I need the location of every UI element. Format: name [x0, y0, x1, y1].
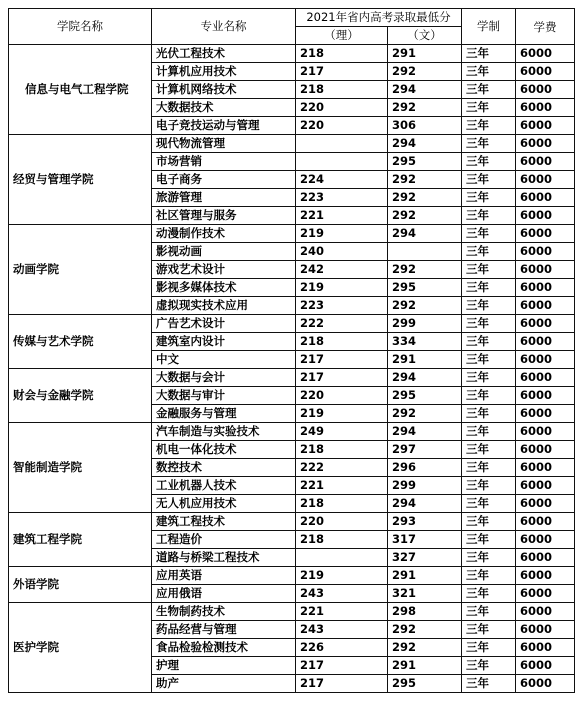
duration-cell: 三年 — [462, 225, 516, 243]
fee-cell: 6000 — [516, 603, 575, 621]
score-science: 224 — [296, 171, 388, 189]
duration-cell: 三年 — [462, 45, 516, 63]
score-science: 220 — [296, 387, 388, 405]
score-arts: 294 — [388, 369, 462, 387]
duration-cell: 三年 — [462, 171, 516, 189]
duration-cell: 三年 — [462, 531, 516, 549]
duration-cell: 三年 — [462, 297, 516, 315]
fee-cell: 6000 — [516, 585, 575, 603]
score-science: 221 — [296, 603, 388, 621]
duration-cell: 三年 — [462, 387, 516, 405]
fee-cell: 6000 — [516, 207, 575, 225]
major-name: 建筑室内设计 — [152, 333, 296, 351]
major-name: 建筑工程技术 — [152, 513, 296, 531]
fee-cell: 6000 — [516, 423, 575, 441]
major-name: 影视多媒体技术 — [152, 279, 296, 297]
major-name: 应用英语 — [152, 567, 296, 585]
header-fee: 学费 — [516, 9, 575, 45]
score-science: 219 — [296, 567, 388, 585]
fee-cell: 6000 — [516, 351, 575, 369]
score-science: 218 — [296, 81, 388, 99]
duration-cell: 三年 — [462, 459, 516, 477]
score-science: 249 — [296, 423, 388, 441]
college-name: 经贸与管理学院 — [9, 135, 152, 225]
score-arts: 294 — [388, 225, 462, 243]
score-science: 220 — [296, 117, 388, 135]
duration-cell: 三年 — [462, 135, 516, 153]
score-science: 223 — [296, 189, 388, 207]
duration-cell: 三年 — [462, 657, 516, 675]
fee-cell: 6000 — [516, 531, 575, 549]
duration-cell: 三年 — [462, 351, 516, 369]
major-name: 社区管理与服务 — [152, 207, 296, 225]
header-science: （理） — [296, 27, 388, 45]
fee-cell: 6000 — [516, 297, 575, 315]
score-arts: 292 — [388, 621, 462, 639]
duration-cell: 三年 — [462, 405, 516, 423]
fee-cell: 6000 — [516, 513, 575, 531]
score-arts: 291 — [388, 45, 462, 63]
table-row — [9, 423, 575, 441]
score-arts: 291 — [388, 567, 462, 585]
major-name: 助产 — [152, 675, 296, 693]
fee-cell: 6000 — [516, 153, 575, 171]
score-arts: 295 — [388, 153, 462, 171]
duration-cell: 三年 — [462, 675, 516, 693]
fee-cell: 6000 — [516, 243, 575, 261]
fee-cell: 6000 — [516, 369, 575, 387]
fee-cell: 6000 — [516, 567, 575, 585]
college-name: 财会与金融学院 — [9, 369, 152, 423]
score-arts: 295 — [388, 387, 462, 405]
fee-cell: 6000 — [516, 333, 575, 351]
score-science: 217 — [296, 657, 388, 675]
college-name: 建筑工程学院 — [9, 513, 152, 567]
major-name: 电子竞技运动与管理 — [152, 117, 296, 135]
score-science: 222 — [296, 315, 388, 333]
score-arts: 292 — [388, 99, 462, 117]
duration-cell: 三年 — [462, 207, 516, 225]
score-arts: 317 — [388, 531, 462, 549]
fee-cell: 6000 — [516, 405, 575, 423]
table-row — [9, 513, 575, 531]
score-arts: 327 — [388, 549, 462, 567]
score-arts: 297 — [388, 441, 462, 459]
major-name: 广告艺术设计 — [152, 315, 296, 333]
duration-cell: 三年 — [462, 513, 516, 531]
major-name: 电子商务 — [152, 171, 296, 189]
fee-cell: 6000 — [516, 441, 575, 459]
score-science: 217 — [296, 351, 388, 369]
admission-table — [8, 8, 575, 693]
major-name: 影视动画 — [152, 243, 296, 261]
major-name: 金融服务与管理 — [152, 405, 296, 423]
score-science: 220 — [296, 99, 388, 117]
duration-cell: 三年 — [462, 279, 516, 297]
score-science: 243 — [296, 585, 388, 603]
score-arts: 292 — [388, 171, 462, 189]
major-name: 工程造价 — [152, 531, 296, 549]
header-college: 学院名称 — [9, 9, 152, 45]
score-arts: 292 — [388, 405, 462, 423]
duration-cell: 三年 — [462, 243, 516, 261]
score-arts: 292 — [388, 207, 462, 225]
duration-cell: 三年 — [462, 63, 516, 81]
score-arts: 292 — [388, 297, 462, 315]
score-science: 226 — [296, 639, 388, 657]
major-name: 机电一体化技术 — [152, 441, 296, 459]
duration-cell: 三年 — [462, 117, 516, 135]
score-science — [296, 549, 388, 567]
fee-cell: 6000 — [516, 675, 575, 693]
major-name: 大数据技术 — [152, 99, 296, 117]
score-science: 219 — [296, 279, 388, 297]
table-row — [9, 315, 575, 333]
score-arts: 295 — [388, 675, 462, 693]
header-score-title: 2021年省内高考录取最低分 — [296, 9, 462, 27]
score-arts: 296 — [388, 459, 462, 477]
score-science: 243 — [296, 621, 388, 639]
duration-cell: 三年 — [462, 495, 516, 513]
fee-cell: 6000 — [516, 81, 575, 99]
score-science: 218 — [296, 495, 388, 513]
score-arts: 306 — [388, 117, 462, 135]
major-name: 大数据与会计 — [152, 369, 296, 387]
score-arts: 299 — [388, 315, 462, 333]
score-science: 218 — [296, 441, 388, 459]
score-science: 242 — [296, 261, 388, 279]
duration-cell: 三年 — [462, 369, 516, 387]
college-name: 医护学院 — [9, 603, 152, 693]
score-arts: 291 — [388, 351, 462, 369]
major-name: 计算机网络技术 — [152, 81, 296, 99]
table-row — [9, 45, 575, 63]
major-name: 无人机应用技术 — [152, 495, 296, 513]
major-name: 护理 — [152, 657, 296, 675]
score-arts: 294 — [388, 423, 462, 441]
score-arts: 292 — [388, 63, 462, 81]
score-science: 223 — [296, 297, 388, 315]
score-arts: 292 — [388, 189, 462, 207]
score-arts: 293 — [388, 513, 462, 531]
score-arts: 298 — [388, 603, 462, 621]
duration-cell: 三年 — [462, 189, 516, 207]
score-science: 218 — [296, 531, 388, 549]
score-science: 217 — [296, 369, 388, 387]
fee-cell: 6000 — [516, 225, 575, 243]
fee-cell: 6000 — [516, 117, 575, 135]
duration-cell: 三年 — [462, 477, 516, 495]
duration-cell: 三年 — [462, 261, 516, 279]
score-science: 217 — [296, 675, 388, 693]
duration-cell: 三年 — [462, 549, 516, 567]
score-arts: 294 — [388, 81, 462, 99]
duration-cell: 三年 — [462, 315, 516, 333]
score-arts: 292 — [388, 261, 462, 279]
fee-cell: 6000 — [516, 477, 575, 495]
score-science: 218 — [296, 333, 388, 351]
score-arts: 334 — [388, 333, 462, 351]
fee-cell: 6000 — [516, 387, 575, 405]
fee-cell: 6000 — [516, 261, 575, 279]
major-name: 计算机应用技术 — [152, 63, 296, 81]
header-arts: （文） — [388, 27, 462, 45]
fee-cell: 6000 — [516, 45, 575, 63]
duration-cell: 三年 — [462, 333, 516, 351]
header-major: 专业名称 — [152, 9, 296, 45]
fee-cell: 6000 — [516, 549, 575, 567]
table-body — [9, 45, 575, 693]
score-science: 221 — [296, 477, 388, 495]
major-name: 市场营销 — [152, 153, 296, 171]
score-science: 219 — [296, 225, 388, 243]
major-name: 虚拟现实技术应用 — [152, 297, 296, 315]
score-science — [296, 135, 388, 153]
fee-cell: 6000 — [516, 315, 575, 333]
duration-cell: 三年 — [462, 585, 516, 603]
score-arts: 321 — [388, 585, 462, 603]
major-name: 光伏工程技术 — [152, 45, 296, 63]
score-arts: 294 — [388, 495, 462, 513]
score-science: 221 — [296, 207, 388, 225]
major-name: 现代物流管理 — [152, 135, 296, 153]
major-name: 大数据与审计 — [152, 387, 296, 405]
fee-cell: 6000 — [516, 279, 575, 297]
header-duration: 学制 — [462, 9, 516, 45]
fee-cell: 6000 — [516, 639, 575, 657]
table-row — [9, 603, 575, 621]
score-science: 222 — [296, 459, 388, 477]
score-arts — [388, 243, 462, 261]
duration-cell: 三年 — [462, 153, 516, 171]
score-arts: 292 — [388, 639, 462, 657]
fee-cell: 6000 — [516, 621, 575, 639]
table-row — [9, 567, 575, 585]
fee-cell: 6000 — [516, 657, 575, 675]
score-science: 219 — [296, 405, 388, 423]
duration-cell: 三年 — [462, 639, 516, 657]
table-row — [9, 135, 575, 153]
major-name: 旅游管理 — [152, 189, 296, 207]
major-name: 动漫制作技术 — [152, 225, 296, 243]
duration-cell: 三年 — [462, 441, 516, 459]
fee-cell: 6000 — [516, 189, 575, 207]
major-name: 中文 — [152, 351, 296, 369]
college-name: 传媒与艺术学院 — [9, 315, 152, 369]
major-name: 应用俄语 — [152, 585, 296, 603]
duration-cell: 三年 — [462, 99, 516, 117]
major-name: 道路与桥梁工程技术 — [152, 549, 296, 567]
score-arts: 294 — [388, 135, 462, 153]
table-row — [9, 369, 575, 387]
duration-cell: 三年 — [462, 423, 516, 441]
major-name: 汽车制造与实验技术 — [152, 423, 296, 441]
score-science: 240 — [296, 243, 388, 261]
fee-cell: 6000 — [516, 459, 575, 477]
major-name: 数控技术 — [152, 459, 296, 477]
duration-cell: 三年 — [462, 567, 516, 585]
fee-cell: 6000 — [516, 495, 575, 513]
fee-cell: 6000 — [516, 63, 575, 81]
college-name: 智能制造学院 — [9, 423, 152, 513]
major-name: 游戏艺术设计 — [152, 261, 296, 279]
duration-cell: 三年 — [462, 603, 516, 621]
college-name: 动画学院 — [9, 225, 152, 315]
score-science: 217 — [296, 63, 388, 81]
fee-cell: 6000 — [516, 135, 575, 153]
duration-cell: 三年 — [462, 81, 516, 99]
major-name: 药品经营与管理 — [152, 621, 296, 639]
table-row — [9, 225, 575, 243]
major-name: 生物制药技术 — [152, 603, 296, 621]
major-name: 工业机器人技术 — [152, 477, 296, 495]
college-name: 信息与电气工程学院 — [9, 45, 152, 135]
major-name: 食品检验检测技术 — [152, 639, 296, 657]
score-science: 218 — [296, 45, 388, 63]
score-arts: 291 — [388, 657, 462, 675]
fee-cell: 6000 — [516, 171, 575, 189]
score-arts: 299 — [388, 477, 462, 495]
fee-cell: 6000 — [516, 99, 575, 117]
college-name: 外语学院 — [9, 567, 152, 603]
score-arts: 295 — [388, 279, 462, 297]
score-science — [296, 153, 388, 171]
duration-cell: 三年 — [462, 621, 516, 639]
score-science: 220 — [296, 513, 388, 531]
